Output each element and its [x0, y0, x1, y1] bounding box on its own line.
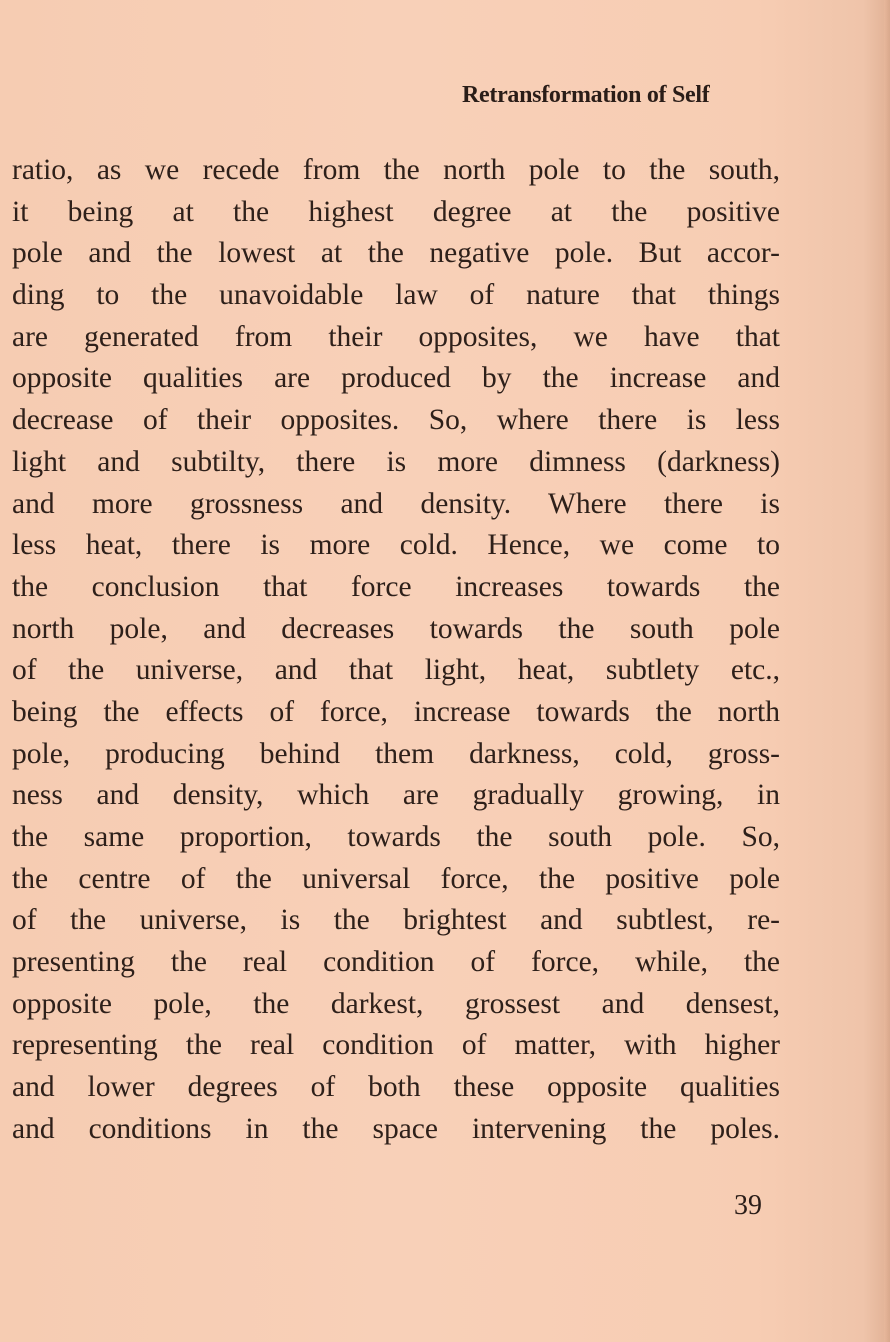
text-line: light and subtilty, there is more dimness (darkness)	[12, 445, 780, 478]
text-line: of the universe, and that light, heat, subtlety etc.,	[12, 654, 780, 687]
text-line: pole and the lowest at the negative pole. But accor-	[12, 237, 780, 270]
text-line: and more grossness and density. Where there is	[12, 487, 780, 520]
text-line: being the effects of force, increase towards the north	[12, 695, 780, 728]
text-line: of the universe, is the brightest and subtlest, re-	[12, 904, 780, 937]
text-line: the conclusion that force increases towards the	[12, 570, 780, 603]
text-line: ness and density, which are gradually growing, in	[12, 779, 780, 812]
page-number: 39	[734, 1190, 762, 1221]
text-line: and lower degrees of both these opposite qualities	[12, 1071, 780, 1104]
running-head: Retransformation of Self	[462, 82, 710, 108]
text-line: north pole, and decreases towards the south pole	[12, 612, 780, 645]
text-line: ratio, as we recede from the north pole to the south,	[12, 154, 780, 186]
text-line: less heat, there is more cold. Hence, we come to	[12, 529, 780, 562]
text-line: are generated from their opposites, we have that	[12, 320, 780, 353]
text-line: decrease of their opposites. So, where there is less	[12, 404, 780, 437]
text-line: the centre of the universal force, the positive pole	[12, 862, 780, 895]
text-line: the same proportion, towards the south pole. So,	[12, 821, 780, 853]
text-line: ding to the unavoidable law of nature that things	[12, 279, 780, 312]
text-line: presenting the real condition of force, while, the	[12, 946, 780, 979]
text-line: opposite qualities are produced by the increase and	[12, 362, 780, 395]
page-edge	[884, 0, 890, 1342]
body-text	[12, 150, 780, 1151]
text-line: pole, producing behind them darkness, cold, gross-	[12, 737, 780, 770]
text-line: representing the real condition of matter, with higher	[12, 1029, 780, 1062]
text-line: opposite pole, the darkest, grossest and densest,	[12, 987, 780, 1020]
text-line: it being at the highest degree at the positive	[12, 195, 780, 228]
text-line: and conditions in the space intervening the poles.	[12, 1112, 780, 1145]
